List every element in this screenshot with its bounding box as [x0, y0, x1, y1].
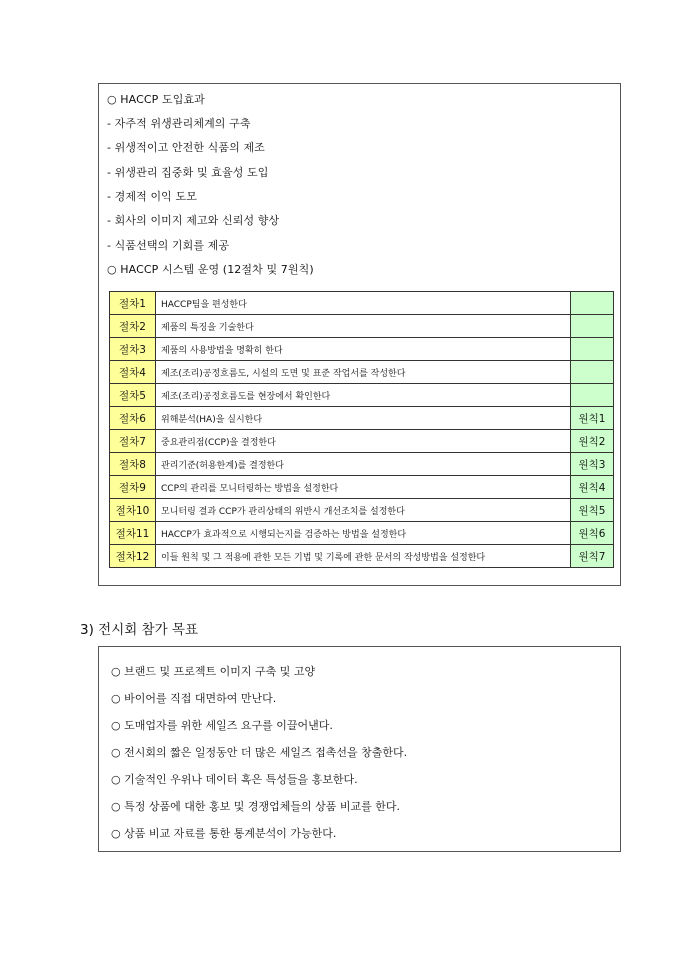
goal-item: ○ 전시회의 짧은 일정동안 더 많은 세일즈 접촉선을 창출한다. [111, 746, 408, 759]
principle-cell [571, 384, 614, 407]
principle-cell: 원칙3 [571, 453, 614, 476]
step-cell: 절차9 [110, 476, 156, 499]
goal-item: ○ 상품 비교 자료를 통한 통계분석이 가능한다. [111, 827, 337, 840]
step-cell: 절차11 [110, 522, 156, 545]
table-row [110, 292, 614, 315]
haccp-system-heading: ○ HACCP 시스템 운영 (12절차 및 7원칙) [107, 263, 314, 276]
table-row [110, 315, 614, 338]
desc-cell: HACCP가 효과적으로 시행되는지를 검증하는 방법을 설정한다 [156, 522, 571, 545]
table-row [110, 384, 614, 407]
principle-cell [571, 338, 614, 361]
goal-item: ○ 바이어를 직접 대면하여 만난다. [111, 692, 277, 705]
goal-item: ○ 기술적인 우위나 데이터 혹은 특성들을 홍보한다. [111, 773, 358, 786]
desc-cell: 제품의 특징을 기술한다 [156, 315, 571, 338]
principle-cell [571, 361, 614, 384]
haccp-effect-item: - 위생적이고 안전한 식품의 제조 [107, 141, 265, 154]
section-title: 3) 전시회 참가 목표 [80, 622, 199, 638]
desc-cell: 위해분석(HA)을 실시한다 [156, 407, 571, 430]
principle-cell [571, 292, 614, 315]
step-cell: 절차5 [110, 384, 156, 407]
desc-cell: 중요관리점(CCP)을 결정한다 [156, 430, 571, 453]
desc-cell: 제조(조리)공정흐름도, 시설의 도면 및 표준 작업서를 작성한다 [156, 361, 571, 384]
table-row [110, 499, 614, 522]
table-row [110, 545, 614, 568]
step-cell: 절차2 [110, 315, 156, 338]
desc-cell: 관리기준(허용한계)를 결정한다 [156, 453, 571, 476]
principle-cell: 원칙4 [571, 476, 614, 499]
haccp-effect-item: - 회사의 이미지 제고와 신뢰성 향상 [107, 214, 280, 227]
step-cell: 절차10 [110, 499, 156, 522]
desc-cell: 모니터링 결과 CCP가 관리상태의 위반시 개선조치를 설정한다 [156, 499, 571, 522]
table-row [110, 476, 614, 499]
table-row [110, 453, 614, 476]
step-cell: 절차4 [110, 361, 156, 384]
principle-cell: 원칙7 [571, 545, 614, 568]
haccp-effect-item: - 위생관리 집중화 및 효율성 도입 [107, 166, 269, 179]
goal-item: ○ 특정 상품에 대한 홍보 및 경쟁업체들의 상품 비교를 한다. [111, 800, 400, 813]
step-cell: 절차12 [110, 545, 156, 568]
exhibition-goals-box [98, 646, 621, 852]
haccp-effects-heading: ○ HACCP 도입효과 [107, 93, 205, 106]
desc-cell: 이들 원칙 및 그 적용에 관한 모든 기법 및 기록에 관한 문서의 작성방법을 설정한다 [156, 545, 571, 568]
haccp-effect-item: - 자주적 위생관리체계의 구축 [107, 117, 251, 130]
table-row [110, 338, 614, 361]
principle-cell [571, 315, 614, 338]
desc-cell: 제품의 사용방법을 명확히 한다 [156, 338, 571, 361]
principle-cell: 원칙2 [571, 430, 614, 453]
table-row [110, 430, 614, 453]
table-row [110, 361, 614, 384]
haccp-effect-item: - 경제적 이익 도모 [107, 190, 197, 203]
procedure-table [109, 291, 614, 568]
desc-cell: 제조(조리)공정흐름도를 현장에서 확인한다 [156, 384, 571, 407]
haccp-box [98, 83, 621, 586]
step-cell: 절차1 [110, 292, 156, 315]
principle-cell: 원칙6 [571, 522, 614, 545]
table-row [110, 522, 614, 545]
desc-cell: CCP의 관리를 모니터링하는 방법을 설정한다 [156, 476, 571, 499]
principle-cell: 원칙1 [571, 407, 614, 430]
haccp-effect-item: - 식품선택의 기회를 제공 [107, 239, 230, 252]
step-cell: 절차7 [110, 430, 156, 453]
goal-item: ○ 브랜드 및 프로젝트 이미지 구축 및 고양 [111, 665, 316, 678]
step-cell: 절차6 [110, 407, 156, 430]
desc-cell: HACCP팀을 편성한다 [156, 292, 571, 315]
table-row [110, 407, 614, 430]
step-cell: 절차3 [110, 338, 156, 361]
goal-item: ○ 도매업자를 위한 세일즈 요구를 이끌어낸다. [111, 719, 333, 732]
step-cell: 절차8 [110, 453, 156, 476]
principle-cell: 원칙5 [571, 499, 614, 522]
